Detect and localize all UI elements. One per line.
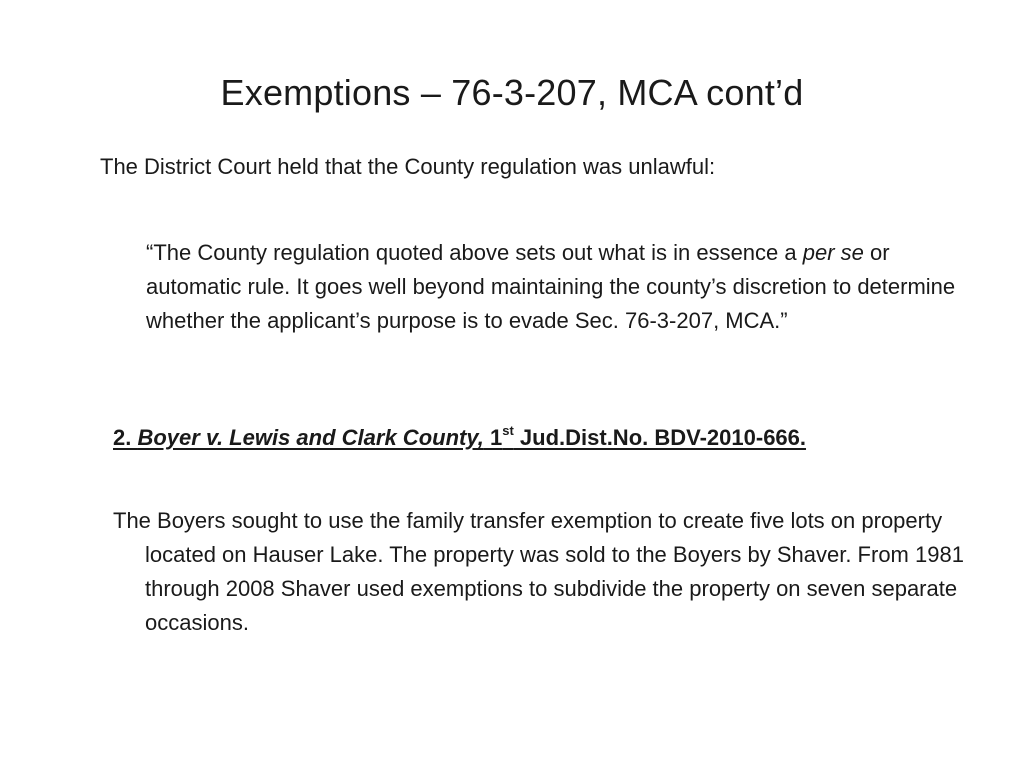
intro-paragraph: The District Court held that the County regulation was unlawful:	[100, 154, 716, 179]
case-number: 2.	[113, 425, 138, 450]
district-ordinal-suffix: st	[502, 422, 514, 438]
quote-italic-term: per se	[802, 240, 864, 265]
case-heading	[113, 421, 973, 455]
case-heading-underlined	[113, 422, 807, 450]
slide-title: Exemptions – 76-3-207, MCA cont’d	[220, 72, 804, 113]
facts-paragraph: The Boyers sought to use the family transfer exemption to create five lots on property located on Hauser Lake. The property was sold to the Boyers by Shaver. From 1981 through 2008 Shaver used exemptions to subdivide the property on seven separate occasions.	[113, 508, 964, 635]
district-ordinal: 1	[483, 425, 503, 450]
quote-text-start: “The County regulation quoted above sets out what is in essence a	[146, 240, 803, 265]
case-name: Boyer v. Lewis and Clark County,	[137, 425, 484, 450]
court-quote	[146, 236, 974, 338]
quote-text-end: or automatic rule. It goes well beyond maintaining the county’s discretion to determine whether the applicant’s purpose is to evade Sec. 76-3-207, MCA.”	[146, 240, 956, 333]
docket-number: Jud.Dist.No. BDV-2010-666.	[513, 425, 807, 450]
